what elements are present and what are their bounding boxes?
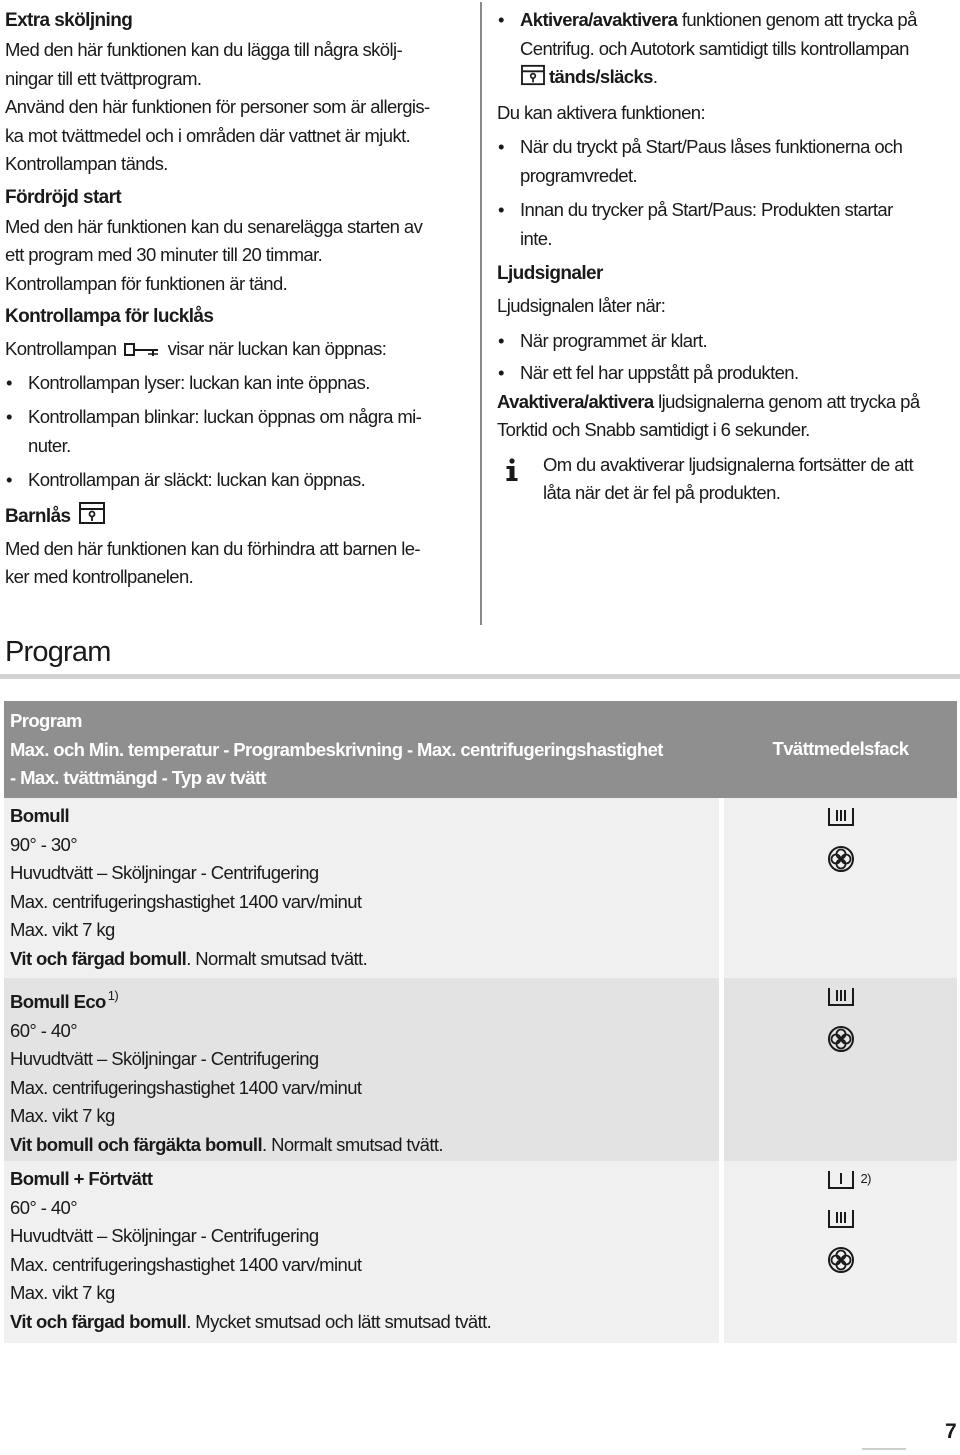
list-item-text: programvredet. <box>520 164 638 186</box>
table-header <box>4 701 957 798</box>
delay-start-line: Kontrollampan för funktionen är tänd. <box>5 272 288 294</box>
activate-line3-rest: . <box>652 66 658 87</box>
child-lock-heading <box>5 501 475 535</box>
sound-heading: Ljudsignaler <box>497 263 603 284</box>
program-spin: Max. centrifugeringshastighet 1400 varv/minut <box>10 890 362 912</box>
key-icon <box>124 338 160 367</box>
program-name <box>10 1165 713 1194</box>
header-col-program <box>4 701 719 798</box>
detergent-cell <box>724 1161 957 1343</box>
column-divider <box>480 2 482 625</box>
right-column <box>497 6 957 508</box>
header-line: Program <box>10 710 82 731</box>
sound-deactivate-bold: Avaktivera/aktivera <box>497 390 654 412</box>
list-item <box>497 327 957 356</box>
list-item <box>497 196 957 253</box>
child-lock-icon <box>78 501 106 535</box>
program-type-bold: Vit och färgad bomull <box>10 1310 187 1332</box>
info-icon <box>497 455 533 508</box>
door-lock-intro <box>5 335 475 367</box>
program-spin: Max. centrifugeringshastighet 1400 varv/minut <box>10 1253 362 1275</box>
header-line: Max. och Min. temperatur - Programbeskrivning - Max. centrifugeringshastighet <box>10 738 663 760</box>
child-lock-icon <box>520 64 546 95</box>
door-lock-intro-before: Kontrollampan <box>5 338 117 359</box>
main-wash-compartment-icon <box>827 1208 855 1239</box>
list-item-text: inte. <box>520 227 552 249</box>
list-item-text: Kontrollampan lyser: luckan kan inte öppnas. <box>28 371 370 393</box>
info-line: Om du avaktiverar ljudsignalerna fortsätter de att <box>543 453 913 475</box>
main-wash-compartment-icon <box>827 986 855 1017</box>
table-row <box>4 978 957 1161</box>
footnote-marker: 2) <box>860 1171 871 1186</box>
delay-start-heading: Fördröjd start <box>5 186 122 208</box>
program-name <box>10 982 713 1017</box>
program-table <box>4 701 957 1343</box>
sound-deactivate-rest: ljudsignalerna genom att trycka på <box>653 390 920 412</box>
list-item-text: När du tryckt på Start/Paus låses funktionerna och <box>520 136 903 157</box>
sound-deactivate-line2: Torktid och Snabb samtidigt i 6 sekunder. <box>497 419 810 440</box>
list-item <box>497 6 957 95</box>
program-name <box>10 802 713 831</box>
can-activate-list <box>497 133 957 253</box>
activate-line3-bold: tänds/släcks <box>549 66 653 87</box>
program-type-bold: Vit bomull och färgäkta bomull <box>10 1133 262 1155</box>
list-item <box>5 369 475 398</box>
page-number: 7 <box>945 1420 957 1443</box>
list-item <box>5 466 475 495</box>
activate-rest: funktionen genom att trycka på <box>677 9 917 30</box>
sound-intro: Ljudsignalen låter när: <box>497 295 666 316</box>
door-lock-list <box>5 369 475 495</box>
footnote-marker: 1) <box>107 988 119 1003</box>
extra-rinse-section <box>5 6 475 179</box>
program-spin: Max. centrifugeringshastighet 1400 varv/minut <box>10 1076 362 1098</box>
program-name-text: Bomull + Förtvätt <box>10 1168 153 1189</box>
softener-compartment-icon <box>827 1246 855 1283</box>
main-wash-compartment-icon <box>827 806 855 837</box>
can-activate-text: Du kan aktivera funktionen: <box>497 101 705 123</box>
detergent-cell <box>724 798 957 978</box>
delay-start-section <box>5 183 475 299</box>
sound-deactivate <box>497 388 957 445</box>
detergent-cell <box>724 978 957 1161</box>
extra-rinse-line: ningar till ett tvättprogram. <box>5 67 202 89</box>
child-lock-line: ker med kontrollpanelen. <box>5 566 194 587</box>
list-item <box>5 403 475 460</box>
header-line: - Max. tvättmängd - Typ av tvätt <box>10 767 266 788</box>
table-row <box>4 1161 957 1343</box>
delay-start-line: ett program med 30 minuter till 20 timmar. <box>5 244 323 265</box>
program-temp: 60° - 40° <box>10 1019 77 1041</box>
program-cell <box>4 1161 719 1343</box>
program-type-rest: . Mycket smutsad och lätt smutsad tvätt. <box>186 1310 492 1332</box>
extra-rinse-line: Med den här funktionen kan du lägga till några skölj- <box>5 39 403 60</box>
door-lock-intro-after: visar när luckan kan öppnas: <box>167 338 387 359</box>
info-text <box>543 451 913 508</box>
program-temp: 60° - 40° <box>10 1196 77 1218</box>
table-row <box>4 798 957 978</box>
program-cell <box>4 798 719 978</box>
softener-compartment-icon <box>827 1025 855 1062</box>
extra-rinse-line: ka mot tvättmedel och i områden där vattnet är mjukt. <box>5 124 411 146</box>
program-load: Max. vikt 7 kg <box>10 1282 115 1303</box>
program-type <box>10 945 713 974</box>
program-type-rest: . Normalt smutsad tvätt. <box>262 1133 443 1155</box>
sound-section <box>497 259 957 508</box>
program-load: Max. vikt 7 kg <box>10 1105 115 1126</box>
child-lock-line: Med den här funktionen kan du förhindra att barnen le- <box>5 537 420 559</box>
section-rule <box>0 674 960 679</box>
program-description: Huvudtvätt – Sköljningar - Centrifugering <box>10 1225 319 1246</box>
program-load: Max. vikt 7 kg <box>10 919 115 940</box>
page-number-rule <box>862 1448 906 1450</box>
program-name-text: Bomull Eco <box>10 991 106 1012</box>
list-item <box>497 359 957 388</box>
program-type-rest: . Normalt smutsad tvätt. <box>186 947 368 969</box>
child-lock-section <box>5 501 475 592</box>
door-lock-heading: Kontrollampa för lucklås <box>5 306 214 327</box>
sound-list <box>497 327 957 388</box>
extra-rinse-heading: Extra sköljning <box>5 10 133 31</box>
softener-compartment-icon <box>827 845 855 882</box>
program-title: Program <box>5 636 111 668</box>
list-item-text: Kontrollampan är släckt: luckan kan öppnas. <box>28 469 366 490</box>
header-col-detergent <box>724 701 957 798</box>
activate-line2: Centrifug. och Autotork samtidigt tills kontrollampan <box>520 37 909 59</box>
child-lock-heading-text: Barnlås <box>5 505 71 527</box>
door-lock-section <box>5 302 475 495</box>
header-line: Tvättmedelsfack <box>772 738 909 760</box>
program-name-text: Bomull <box>10 805 70 826</box>
list-item-text: Kontrollampan blinkar: luckan öppnas om några mi- <box>28 406 422 427</box>
program-type <box>10 1308 713 1337</box>
activate-bold: Aktivera/avaktivera <box>520 9 678 30</box>
program-temp: 90° - 30° <box>10 833 77 855</box>
left-column <box>5 6 475 592</box>
delay-start-line: Med den här funktionen kan du senarelägga starten av <box>5 215 423 237</box>
program-type <box>10 1131 713 1160</box>
child-lock-activate-list <box>497 6 957 95</box>
list-item <box>497 133 957 190</box>
program-description: Huvudtvätt – Sköljningar - Centrifugering <box>10 862 319 883</box>
list-item-text: När programmet är klart. <box>520 329 708 351</box>
info-line: låta när det är fel på produkten. <box>543 482 781 503</box>
program-description: Huvudtvätt – Sköljningar - Centrifugering <box>10 1048 319 1069</box>
program-type-bold: Vit och färgad bomull <box>10 947 187 969</box>
list-item-text: Innan du trycker på Start/Paus: Produkten startar <box>520 199 893 220</box>
extra-rinse-line: Använd den här funktionen för personer som är allergis- <box>5 96 430 117</box>
extra-rinse-line: Kontrollampan tänds. <box>5 153 168 174</box>
list-item-text: När ett fel har uppstått på produkten. <box>520 362 799 383</box>
list-item-text: nuter. <box>28 434 71 456</box>
prewash-compartment-icon <box>827 1169 871 1200</box>
info-note <box>497 451 957 508</box>
program-cell <box>4 978 719 1161</box>
